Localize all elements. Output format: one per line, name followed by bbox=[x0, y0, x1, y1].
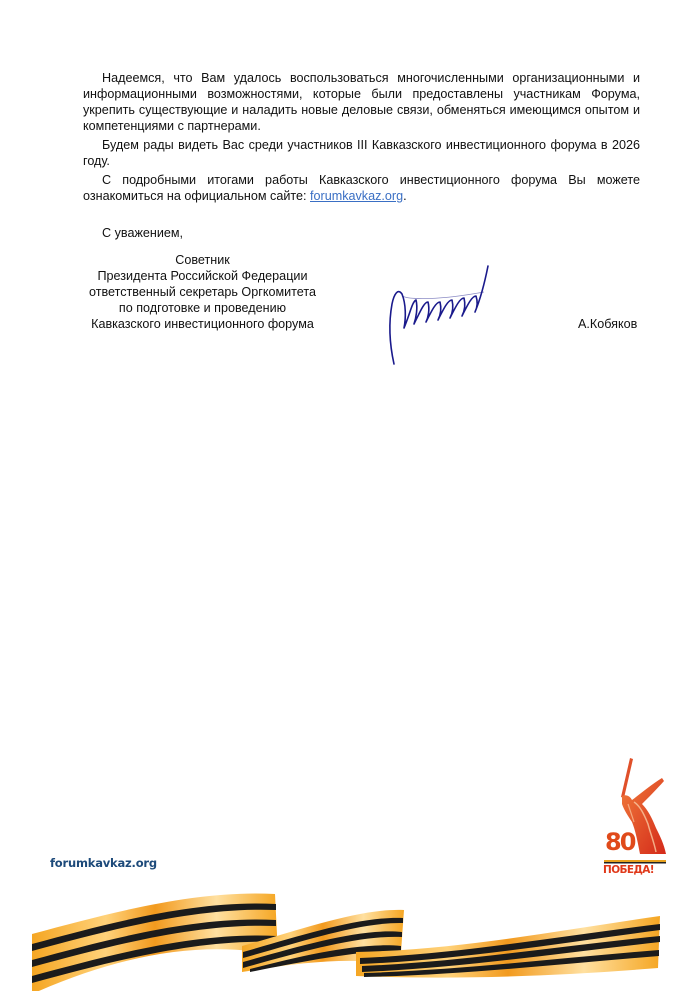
position-line: ответственный секретарь Оргкомитета bbox=[88, 285, 317, 299]
position-line: Кавказского инвестиционного форума bbox=[91, 317, 314, 331]
emblem-number: 80 bbox=[605, 828, 635, 856]
footer-website[interactable]: forumkavkaz.org bbox=[50, 856, 157, 870]
signatory-name: А.Кобяков bbox=[578, 317, 638, 331]
ribbon-left-segment bbox=[32, 893, 278, 991]
letter-body bbox=[83, 70, 640, 207]
website-link[interactable]: forumkavkaz.org bbox=[310, 189, 404, 203]
signatory-position bbox=[60, 252, 345, 332]
paragraph-2: Будем рады видеть Вас среди участников III Кавказского инвестиционного форума в 2026 году. bbox=[83, 138, 640, 168]
st-george-ribbon-icon bbox=[0, 880, 700, 991]
position-line: по подготовке и проведению bbox=[118, 301, 287, 315]
paragraph-3 bbox=[83, 172, 640, 204]
paragraph-3-trailing: . bbox=[403, 189, 407, 203]
signature-icon bbox=[380, 256, 500, 368]
emblem-caption: ПОБЕДА! bbox=[603, 864, 654, 876]
position-line: Президента Российской Федерации bbox=[97, 269, 308, 283]
closing-salutation: С уважением, bbox=[102, 226, 184, 240]
position-line: Советник bbox=[175, 253, 230, 267]
paragraph-3-text: С подробными итогами работы Кавказского инвестиционного форума Вы можете ознакомиться на официальном сайте: bbox=[83, 173, 640, 203]
paragraph-1: Надеемся, что Вам удалось воспользоваться многочисленными организационными и информационными возможностями, которые были предоставлены участникам Форума, укрепить существующие и наладить новые деловые связи, обменяться имеющимся опытом и компетенциями с партнерами. bbox=[83, 71, 640, 133]
